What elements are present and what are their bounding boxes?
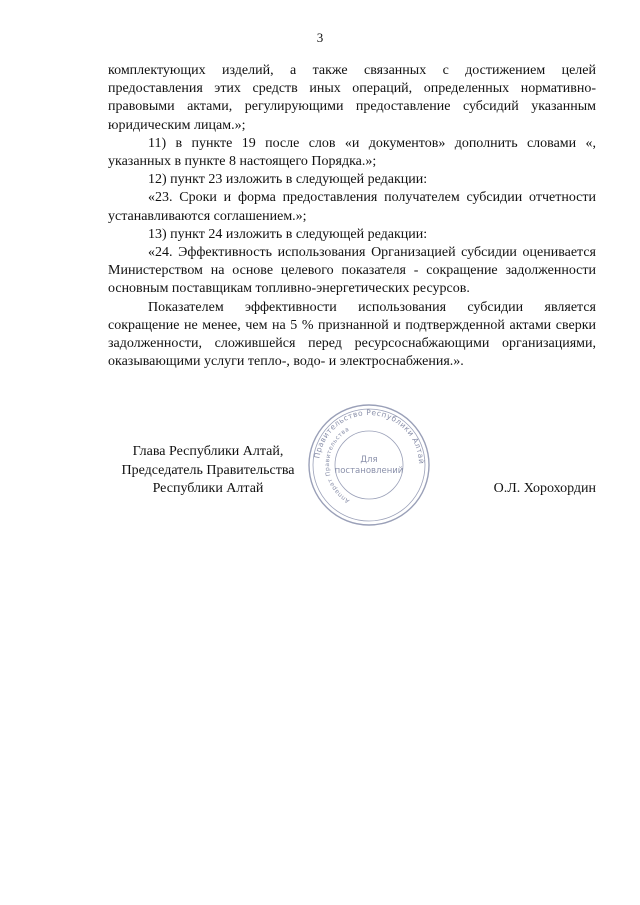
paragraph: «24. Эффективность использования Организацией субсидии оценивается Министерством на основе целевого показателя - сокращение задолженности основным поставщикам топливно-энергетических ресурсов. xyxy=(108,245,596,297)
signature-block xyxy=(108,443,596,503)
document-body xyxy=(108,62,596,371)
paragraph: Показателем эффективности использования субсидии является сокращение не менее, чем на 5 % признанной и подтвержденной актами сверки задолженности, сложившейся перед ресурсоснабжающими организациями, оказывающими услуги тепло-, водо- и электроснабжения.». xyxy=(108,299,596,370)
paragraph: 11) в пункте 19 после слов «и документов» дополнить словами «, указанных в пункте 8 настоящего Порядка.»; xyxy=(108,135,596,170)
signatory-name: О.Л. Хорохордин xyxy=(493,481,596,496)
seal-inner-text: Аппарат Правительства xyxy=(323,425,351,505)
paragraph: «23. Сроки и форма предоставления получателем субсидии отчетности устанавливаются соглашением.»; xyxy=(108,190,596,224)
signatory-title-line: Председатель Правительства xyxy=(121,462,295,478)
paragraph: 13) пункт 24 изложить в следующей редакции: xyxy=(148,226,428,242)
seal-center-line1: Для xyxy=(360,455,378,465)
seal-outer-text: Правительство Республики Алтай xyxy=(312,407,427,465)
page-number: 3 xyxy=(316,30,324,45)
paragraph: 12) пункт 23 изложить в следующей редакции: xyxy=(148,172,428,188)
signatory-title-line: Республики Алтай xyxy=(152,481,264,496)
signatory-title-line: Глава Республики Алтай, xyxy=(132,444,284,459)
seal-center-line2: постановлений xyxy=(334,466,404,476)
paragraph: комплектующих изделий, а также связанных с достижением целей предоставления этих средств иных операций, определенных нормативно-правовыми актами, регулирующими предоставление субсидий указанным юридическим лицам.»; xyxy=(108,63,596,133)
signatory-title xyxy=(108,443,308,499)
